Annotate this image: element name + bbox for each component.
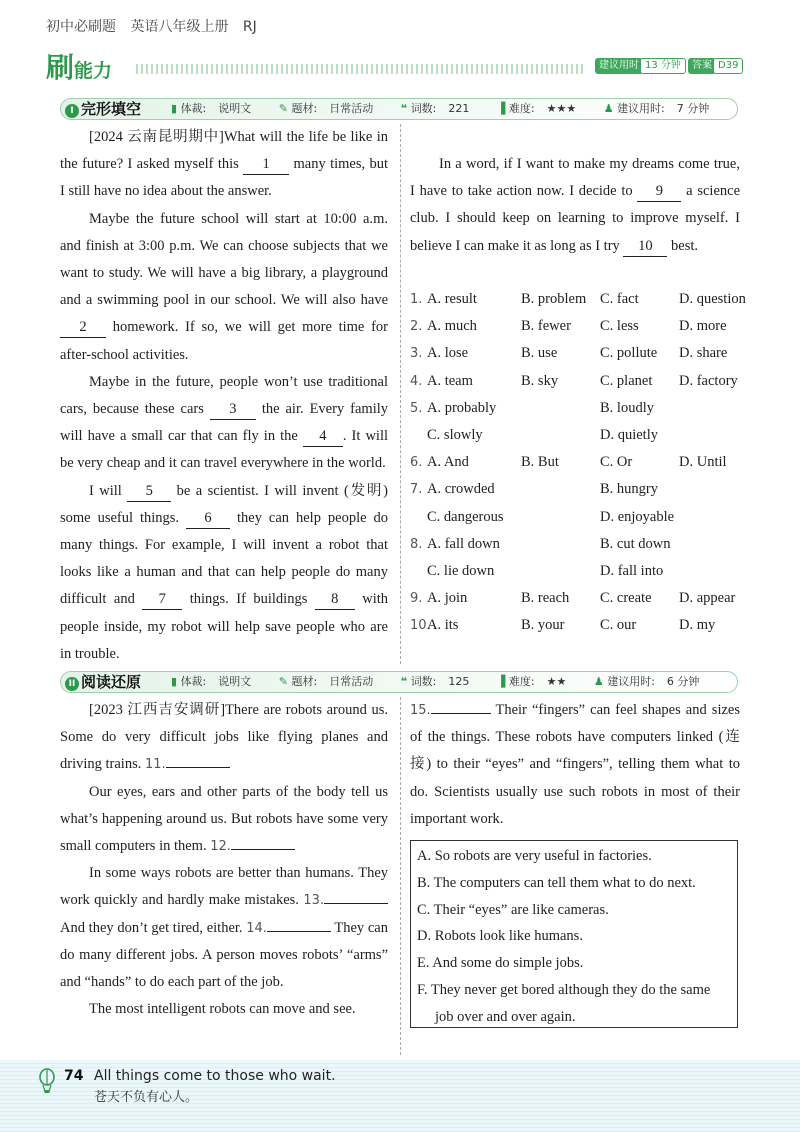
- cloze-paragraph-1: [2024 云南昆明期中]What will the life be like in the future? I asked myself this 1 many times, but I still have no idea about the answer.: [60, 129, 389, 200]
- question-number: 1.: [410, 292, 423, 307]
- option-choice[interactable]: D. my: [679, 617, 716, 634]
- blank-7[interactable]: 7: [142, 589, 182, 610]
- cloze-passage-right: [410, 151, 740, 260]
- blank-9[interactable]: 9: [637, 181, 681, 202]
- option-choice[interactable]: B. hungry: [600, 481, 658, 498]
- question-row: [410, 558, 740, 585]
- option-choice[interactable]: A. lose: [427, 345, 469, 362]
- option-choice[interactable]: B. But: [521, 454, 559, 471]
- blank-2[interactable]: 2: [60, 317, 106, 338]
- question-row: [410, 368, 740, 395]
- question-number: 4.: [410, 373, 423, 389]
- section-cloze-bar: [60, 98, 738, 120]
- header-divider: [136, 64, 586, 74]
- option-choice[interactable]: D. more: [679, 318, 727, 335]
- question-row: [410, 531, 740, 558]
- cloze-paragraph-3: Maybe in the future, people won’t use traditional cars, because these cars 3 the air. Every family will have a small car that can fly in the 4 . It will be very cheap and it can travel everywhere in the world.: [60, 373, 388, 472]
- blank-15[interactable]: [431, 713, 491, 714]
- option-choice[interactable]: C. lie down: [427, 562, 495, 579]
- question-row: [410, 612, 740, 639]
- option-choice[interactable]: D. quietly: [600, 426, 658, 443]
- blank-11[interactable]: [166, 767, 230, 768]
- choice-option[interactable]: D. Robots look like humans.: [417, 928, 583, 945]
- blank-10[interactable]: 10: [623, 236, 667, 257]
- option-choice[interactable]: A. its: [427, 617, 459, 634]
- reading-paragraph-2: Our eyes, ears and other parts of the body tell us what’s happening around us. But robots have some very small computers in them. 12.: [60, 783, 388, 855]
- option-choice[interactable]: C. fact: [600, 291, 639, 307]
- option-choice[interactable]: D. fall into: [600, 562, 664, 579]
- blank-6[interactable]: 6: [186, 508, 230, 529]
- choice-option[interactable]: C. Their “eyes” are like cameras.: [417, 901, 609, 918]
- option-choice[interactable]: A. And: [427, 454, 469, 471]
- answer-page-tag: D39: [713, 58, 743, 74]
- section-reading-meta: ▮ 体裁: 说明文 ✎ 题材: 日常活动 ❝ 词数: 125 ▐ 难度: ★★ ♟ 建议用时: 6 分钟: [171, 675, 700, 688]
- option-choice[interactable]: A. team: [427, 372, 473, 389]
- option-choice[interactable]: B. sky: [521, 372, 559, 389]
- blank-12[interactable]: [231, 849, 295, 850]
- reading-paragraph-4: The most intelligent robots can move and see.: [89, 1001, 356, 1018]
- question-number: 9.: [410, 591, 423, 607]
- series-name: 初中必刷题: [46, 19, 116, 35]
- cloze-paragraph-2: Maybe the future school will start at 10:00 a.m. and finish at 3:00 p.m. We can choose subjects that we want to study. We will have a big library, a playground and a swimming pool in our school. We will also have 2 homework. If so, we will get more time for after-school activities.: [60, 210, 389, 363]
- question-row: [410, 313, 740, 340]
- option-choice[interactable]: C. less: [600, 318, 639, 335]
- question-row: [410, 286, 746, 313]
- question-row: [410, 585, 740, 612]
- blank-8[interactable]: 8: [315, 589, 355, 610]
- option-choice[interactable]: A. result: [427, 291, 477, 307]
- cloze-paragraph-5: In a word, if I want to make my dreams come true, I have to take action now. I decide to 9 a science club. I should keep on learning to improve myself. I believe I can make it as long as I try 10 best.: [410, 151, 740, 260]
- brand-title: [46, 46, 112, 86]
- question-number: 5.: [410, 400, 423, 416]
- choice-option[interactable]: A. So robots are very useful in factories.: [417, 848, 652, 864]
- footer-motto: All things come to those who wait.: [94, 1068, 336, 1084]
- option-choice[interactable]: D. enjoyable: [600, 508, 675, 525]
- cloze-options: [410, 286, 746, 639]
- blank-4[interactable]: 4: [303, 426, 343, 447]
- cloze-passage-left: [60, 124, 388, 668]
- column-divider: [400, 124, 401, 664]
- question-number: 7.: [410, 482, 423, 498]
- blank-1[interactable]: 1: [243, 154, 289, 175]
- section-cloze-title: I 完形填空: [61, 98, 151, 120]
- time-label-tag: 建议用时: [595, 58, 643, 74]
- option-choice[interactable]: A. join: [427, 590, 468, 607]
- option-choice[interactable]: C. pollute: [600, 345, 658, 362]
- blank-13[interactable]: [324, 903, 388, 904]
- book-name: 英语八年级上册: [130, 19, 229, 35]
- cloze-paragraph-4: I will 5 be a scientist. I will invent (发明) some useful things. 6 they can help people do many things. For example, I will invent a robot that looks like a human and that can help people do many difficult and 7 things. If buildings 8 with people inside, my robot will help save people who are in trouble.: [60, 482, 389, 662]
- option-choice[interactable]: B. fewer: [521, 318, 571, 335]
- blank-3[interactable]: 3: [210, 399, 256, 420]
- question-number: 8.: [410, 536, 423, 552]
- balloon-icon: [38, 1068, 56, 1094]
- choice-option[interactable]: F. They never get bored although they do the same job over and over again.: [417, 981, 711, 1025]
- reading-choices-box: [410, 840, 738, 1028]
- option-choice[interactable]: C. planet: [600, 372, 653, 389]
- option-choice[interactable]: A. much: [427, 318, 477, 335]
- option-choice[interactable]: C. dangerous: [427, 508, 504, 525]
- option-choice[interactable]: D. share: [679, 345, 728, 362]
- running-header: [46, 16, 267, 36]
- reading-passage-left: [60, 697, 388, 1023]
- footer-motto-cn: 苍天不负有心人。: [94, 1090, 199, 1105]
- section-reading-bar: [60, 671, 738, 693]
- option-choice[interactable]: B. use: [521, 345, 558, 362]
- option-choice[interactable]: C. create: [600, 590, 652, 607]
- option-choice[interactable]: B. problem: [521, 291, 587, 307]
- question-row: [410, 476, 740, 503]
- question-number: 10.: [410, 618, 431, 634]
- question-number: 6.: [410, 455, 423, 471]
- page-number: 74: [64, 1068, 84, 1084]
- question-number: 2.: [410, 319, 423, 335]
- option-choice[interactable]: B. reach: [521, 590, 570, 607]
- option-choice[interactable]: B. your: [521, 617, 565, 634]
- blank-14[interactable]: [267, 931, 331, 932]
- brand-word: 能力: [74, 60, 113, 82]
- question-row: [410, 395, 740, 422]
- option-choice[interactable]: C. our: [600, 617, 637, 634]
- option-choice[interactable]: D. appear: [679, 590, 736, 607]
- reading-paragraph-5: 15. Their “fingers” can feel shapes and sizes of the things. These robots have computers linked (连接) to their “eyes” and “fingers”, telling them what to do. Scientists usually use such robots in most of their important work.: [410, 702, 740, 827]
- reading-paragraph-1: [2023 江西吉安调研]There are robots around us. Some do very difficult jobs like flying planes and driving trains. 11.: [60, 702, 388, 773]
- reading-passage-right: [410, 697, 740, 833]
- option-choice[interactable]: B. loudly: [600, 399, 654, 416]
- edition: RJ: [242, 19, 257, 35]
- brand-char: 刷: [46, 51, 75, 84]
- option-choice[interactable]: B. cut down: [600, 535, 671, 552]
- time-value-tag: 13 分钟: [640, 58, 686, 74]
- option-choice[interactable]: A. crowded: [427, 481, 495, 498]
- page-footer: [0, 1060, 800, 1132]
- section-reading-title: II 阅读还原: [61, 671, 151, 693]
- question-row: [410, 504, 740, 531]
- question-number: 3.: [410, 346, 423, 362]
- option-choice[interactable]: C. Or: [600, 454, 633, 471]
- option-choice[interactable]: D. question: [679, 291, 746, 307]
- column-divider: [400, 697, 401, 1055]
- answer-label-tag: 答案: [688, 58, 716, 74]
- section-number: I: [65, 104, 79, 118]
- option-choice[interactable]: D. factory: [679, 372, 738, 389]
- blank-5[interactable]: 5: [127, 481, 171, 502]
- option-choice[interactable]: D. Until: [679, 454, 727, 471]
- option-choice[interactable]: A. fall down: [427, 535, 500, 552]
- question-row: [410, 422, 740, 449]
- option-choice[interactable]: C. slowly: [427, 426, 483, 443]
- choice-option[interactable]: B. The computers can tell them what to do next.: [417, 874, 696, 891]
- section-cloze-meta: ▮ 体裁: 说明文 ✎ 题材: 日常活动 ❝ 词数: 221 ▐ 难度: ★★★ ♟ 建议用时: 7 分钟: [171, 102, 710, 115]
- question-row: [410, 449, 740, 476]
- question-row: [410, 340, 740, 367]
- reading-paragraph-3: In some ways robots are better than humans. They work quickly and hardly make mistakes. 13. And they don’t get tired, either. 14. They can do many different jobs. A person moves robots’ “arms” and “hands” to do each part of the job.: [60, 865, 388, 991]
- option-choice[interactable]: A. probably: [427, 399, 497, 416]
- section-number: II: [65, 677, 79, 691]
- choice-option[interactable]: E. And some do simple jobs.: [417, 955, 584, 972]
